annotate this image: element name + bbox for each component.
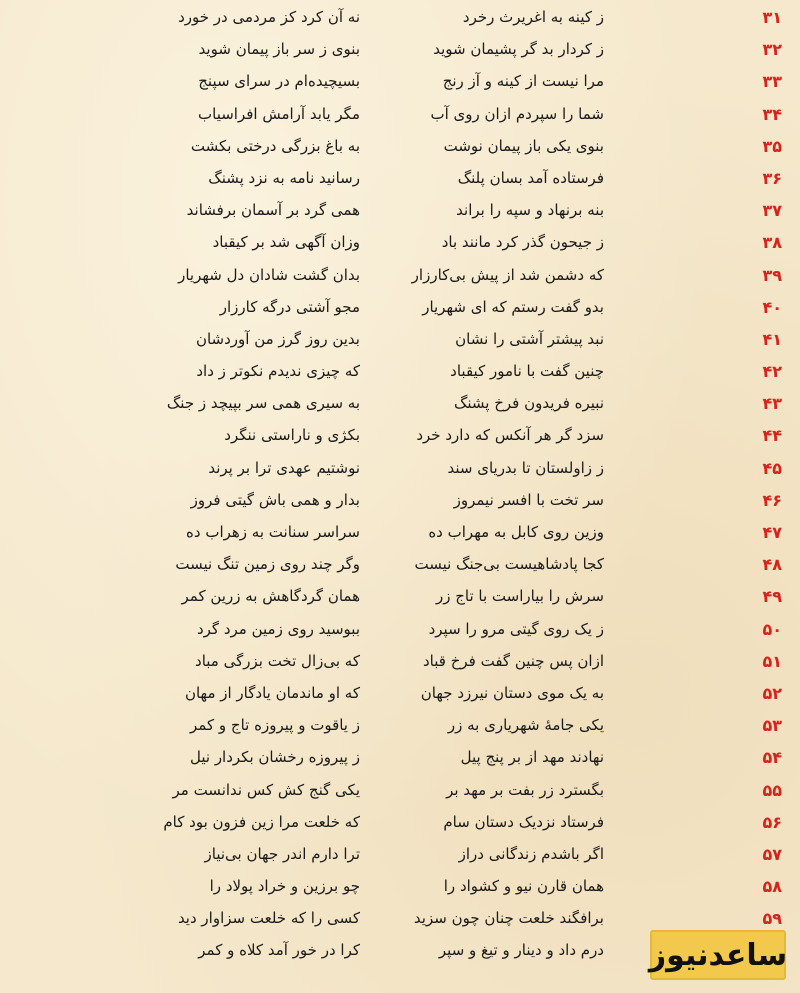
- second-hemistich: بسیچیده‌ام در سرای سپنج: [198, 72, 360, 91]
- verse-number: ۴۷: [762, 523, 782, 542]
- verse-number: ۵۸: [762, 877, 782, 897]
- second-hemistich: که او ماندمان یادگار از مهان: [184, 683, 360, 702]
- verse-row: [0, 197, 800, 229]
- first-hemistich: بدو گفت رستم که ای شهریار: [422, 297, 604, 316]
- verse-row: [0, 519, 800, 551]
- second-hemistich: مگر یابد آرامش افراسیاب: [198, 104, 360, 123]
- verse-number: ۳۳: [762, 72, 782, 92]
- verse-number: ۵۹: [762, 909, 782, 929]
- verse-row: [0, 777, 800, 809]
- second-hemistich: که بی‌زال تخت بزرگی مباد: [195, 651, 360, 670]
- verse-row: [0, 229, 800, 261]
- verse-row: [0, 326, 800, 358]
- first-hemistich: یکی جامهٔ شهریاری به زر: [447, 716, 604, 735]
- verse-number: ۴۵: [762, 458, 782, 478]
- second-hemistich: بکژی و ناراستی ننگرد: [224, 426, 360, 445]
- verse-number: ۵۲: [762, 683, 782, 703]
- verse-row: [0, 583, 800, 615]
- verse-row: [0, 68, 800, 100]
- verse-number: ۳۱: [762, 8, 782, 27]
- first-hemistich: چنین گفت با نامور کیقباد: [450, 362, 604, 381]
- verse-row: [0, 294, 800, 326]
- verse-row: [0, 101, 800, 133]
- first-hemistich: بگسترد زر بفت بر مهد بر: [446, 780, 604, 799]
- first-hemistich: سرش را بیاراست با تاج زر: [435, 587, 604, 606]
- first-hemistich: اگر باشدم زندگانی دراز: [458, 844, 604, 863]
- verse-number: ۴۰: [762, 297, 782, 317]
- first-hemistich: همان قارن نیو و کشواد را: [443, 877, 604, 896]
- verse-row: [0, 165, 800, 197]
- second-hemistich: بدان گشت شادان دل شهریار: [178, 265, 360, 284]
- first-hemistich: ز زاولستان تا بدریای سند: [447, 458, 604, 477]
- first-hemistich: که دشمن شد از پیش بی‌کارزار: [411, 265, 604, 284]
- verse-row: [0, 841, 800, 873]
- verse-number: ۵۳: [762, 716, 782, 736]
- first-hemistich: ز جیحون گذر کرد مانند باد: [441, 233, 604, 252]
- second-hemistich: همان گردگاهش به زرین کمر: [181, 587, 360, 606]
- brand-logo: [650, 930, 786, 980]
- verse-number: ۴۲: [762, 362, 782, 382]
- first-hemistich: نهادند مهد از بر پنج پیل: [460, 748, 604, 767]
- second-hemistich: ببوسید روی زمین مرد گرد: [196, 619, 360, 638]
- verse-number: ۵۱: [762, 651, 782, 671]
- verse-number: ۵۶: [762, 812, 782, 832]
- second-hemistich: ز پیروزه رخشان بکردار نیل: [189, 748, 360, 767]
- verse-row: [0, 36, 800, 68]
- first-hemistich: فرستاد نزدیک دستان سام: [443, 812, 604, 831]
- first-hemistich: به یک موی دستان نیرزد جهان: [420, 683, 604, 702]
- second-hemistich: وزان آگهی شد بر کیقباد: [212, 233, 360, 252]
- verse-number: ۴۴: [762, 426, 782, 446]
- verse-row: [0, 358, 800, 390]
- first-hemistich: ازان پس چنین گفت فرخ قباد: [422, 651, 604, 670]
- verse-number: ۵۰: [762, 619, 782, 639]
- verse-row: [0, 680, 800, 712]
- first-hemistich: درم داد و دینار و تیغ و سپر: [438, 941, 604, 960]
- second-hemistich: به باغ بزرگی درختی بکشت: [190, 136, 360, 155]
- verse-number: ۳۸: [762, 233, 782, 253]
- verse-row: [0, 4, 800, 36]
- second-hemistich: یکی گنج کش کس ندانست مر: [172, 780, 360, 799]
- brand-logo-text: ساعدنیوز: [648, 937, 788, 973]
- verse-row: [0, 133, 800, 165]
- first-hemistich: ز کینه به اغریرث رخرد: [462, 8, 604, 26]
- verse-row: [0, 422, 800, 454]
- verse-number: ۳۲: [762, 40, 782, 60]
- second-hemistich: کسی را که خلعت سزاوار دید: [177, 909, 360, 928]
- second-hemistich: که چیزی ندیدم نکوتر ز داد: [196, 362, 360, 381]
- verse-row: [0, 648, 800, 680]
- second-hemistich: کرا در خور آمد کلاه و کمر: [198, 941, 360, 960]
- first-hemistich: شما را سپردم ازان روی آب: [430, 104, 604, 123]
- verse-row: [0, 744, 800, 776]
- verse-row: [0, 809, 800, 841]
- first-hemistich: سزد گر هر آنکس که دارد خرد: [416, 426, 604, 445]
- verse-row: [0, 487, 800, 519]
- verse-row: [0, 455, 800, 487]
- verse-row: [0, 551, 800, 583]
- first-hemistich: سر تخت با افسر نیمروز: [453, 490, 604, 509]
- second-hemistich: چو برزین و خراد پولاد را: [209, 877, 360, 896]
- verse-row: [0, 712, 800, 744]
- verse-number: ۳۹: [762, 265, 782, 285]
- first-hemistich: ز کردار بد گر پشیمان شوید: [433, 40, 604, 59]
- second-hemistich: مجو آشتی درگه کارزار: [219, 297, 360, 316]
- second-hemistich: ز یاقوت و پیروزه تاج و کمر: [190, 716, 360, 735]
- second-hemistich: ترا دارم اندر جهان بی‌نیاز: [204, 844, 360, 863]
- verse-number: ۴۱: [762, 329, 782, 349]
- verse-number: ۳۵: [762, 136, 782, 156]
- second-hemistich: همی گرد بر آسمان برفشاند: [186, 201, 360, 220]
- verse-number: ۵۵: [762, 780, 782, 800]
- first-hemistich: بنوی یکی باز پیمان نوشت: [443, 136, 604, 155]
- verse-number: ۴۸: [762, 555, 782, 575]
- verse-number: ۳۴: [762, 104, 782, 124]
- verse-number: ۵۴: [762, 748, 782, 768]
- verse-row: [0, 873, 800, 905]
- verse-row: [0, 616, 800, 648]
- verse-row: [0, 390, 800, 422]
- second-hemistich: وگر چند روی زمین تنگ نیست: [175, 555, 360, 574]
- first-hemistich: ز یک روی گیتی مرو را سپرد: [428, 619, 604, 638]
- first-hemistich: برافگند خلعت چنان چون سزید: [413, 909, 604, 928]
- verse-row: [0, 262, 800, 294]
- verse-number: ۴۶: [762, 490, 782, 510]
- first-hemistich: نبیره فریدون فرخ پشنگ: [453, 394, 604, 413]
- first-hemistich: مرا نیست از کینه و آز رنج: [442, 72, 604, 91]
- second-hemistich: که خلعت مرا زین فزون بود کام: [163, 812, 360, 831]
- second-hemistich: رسانید نامه به نزد پشنگ: [208, 168, 360, 187]
- verse-number: ۳۷: [762, 201, 782, 221]
- second-hemistich: سراسر سنانت به زهراب ده: [186, 523, 360, 541]
- first-hemistich: بنه برنهاد و سپه را براند: [456, 201, 604, 220]
- second-hemistich: نه آن کرد کز مردمی در خورد: [178, 8, 360, 26]
- first-hemistich: کجا پادشاهیست بی‌جنگ نیست: [414, 555, 604, 574]
- second-hemistich: بنوی ز سر باز پیمان شوید: [198, 40, 360, 59]
- first-hemistich: نبد پیشتر آشتی را نشان: [455, 329, 604, 348]
- first-hemistich: فرستاده آمد بسان پلنگ: [457, 168, 604, 187]
- verse-number: ۳۶: [762, 168, 782, 188]
- first-hemistich: وزین روی کابل به مهراب ده: [428, 523, 604, 541]
- second-hemistich: بدین روز گرز من آوردشان: [195, 329, 360, 348]
- verse-number: ۴۳: [762, 394, 782, 414]
- verse-list: [0, 4, 800, 970]
- verse-number: ۵۷: [762, 844, 782, 864]
- verse-number: ۴۹: [762, 587, 782, 607]
- second-hemistich: به سیری همی سر بپیچد ز جنگ: [166, 394, 360, 413]
- second-hemistich: نوشتیم عهدی ترا بر پرند: [208, 458, 360, 477]
- second-hemistich: بدار و همی باش گیتی فروز: [190, 490, 360, 509]
